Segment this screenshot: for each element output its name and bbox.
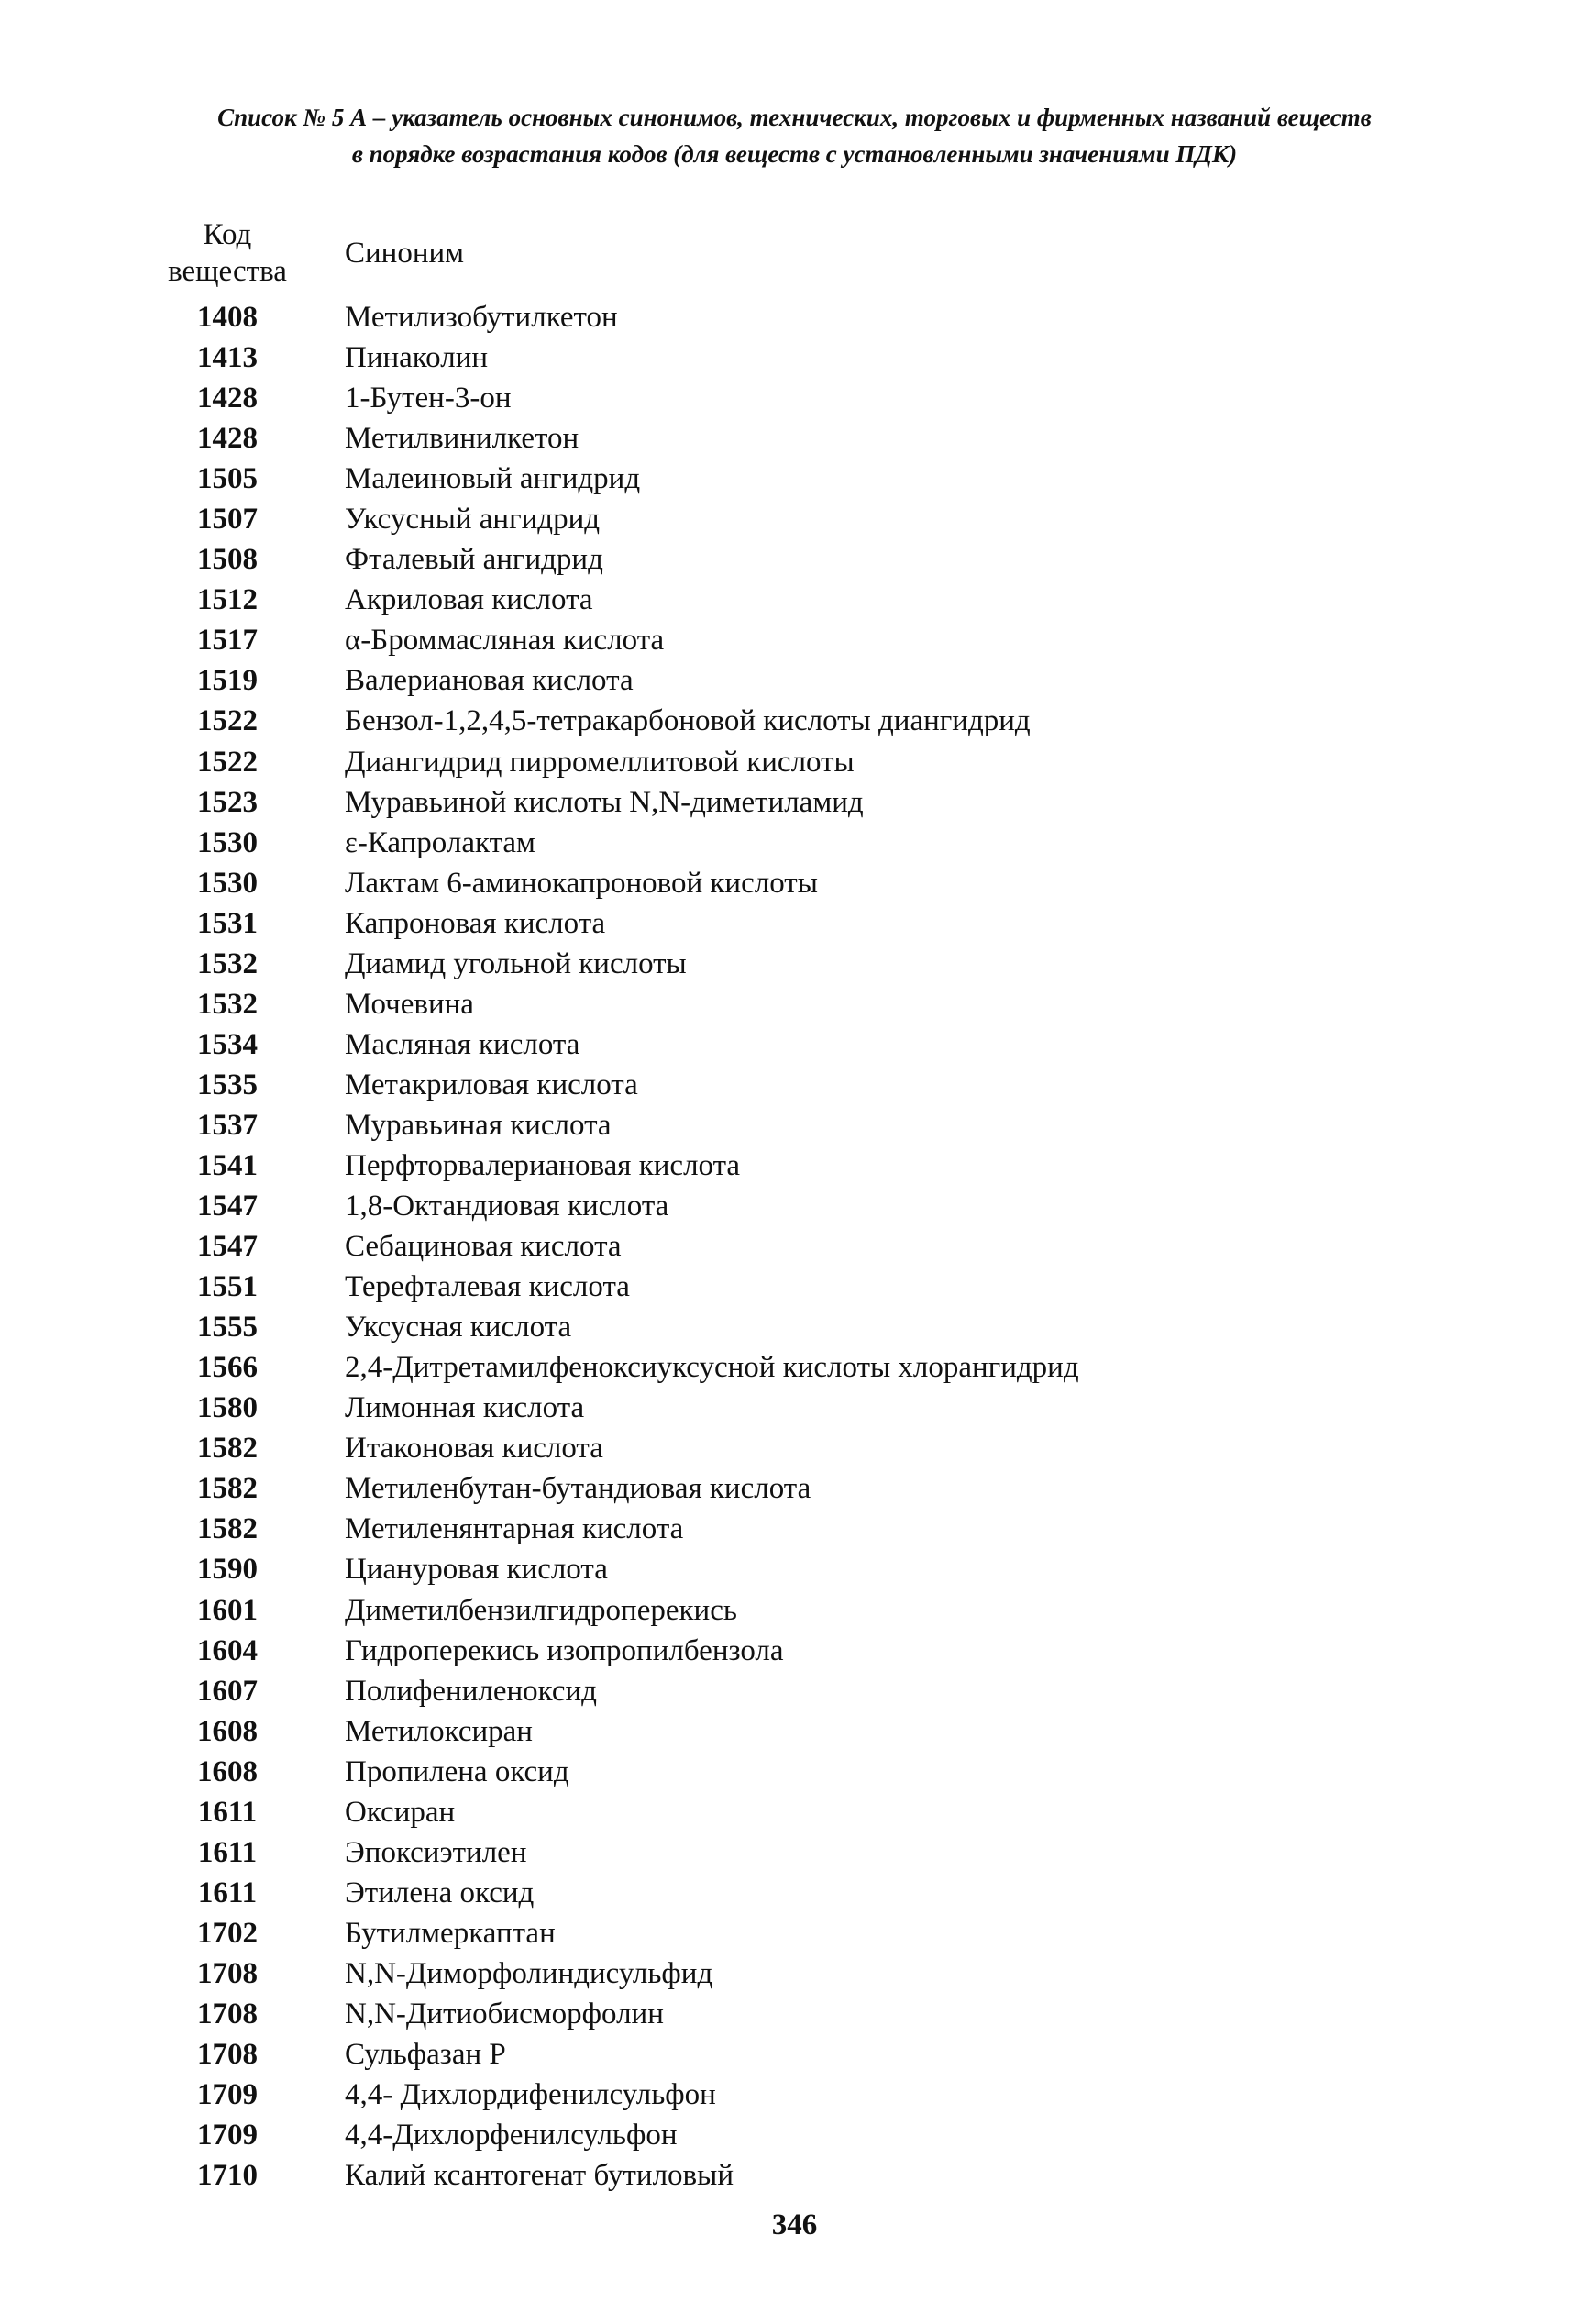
- substance-code: 1508: [197, 543, 258, 577]
- substance-code: 1531: [197, 906, 258, 940]
- substance-code: 1611: [197, 1835, 258, 1869]
- substance-code: 1551: [197, 1270, 258, 1304]
- substance-code: 1535: [197, 1068, 258, 1101]
- substance-code: 1708: [197, 1997, 258, 2031]
- substance-code: 1566: [197, 1351, 258, 1385]
- substance-code: 1530: [197, 866, 258, 900]
- substance-code: 1537: [197, 1108, 258, 1142]
- substance-code: 1519: [197, 664, 258, 698]
- substance-code: 1547: [197, 1190, 258, 1223]
- synonym-text: Пропилена оксид: [345, 1754, 569, 1788]
- substance-code: 1611: [197, 1876, 258, 1909]
- substance-code: 1505: [197, 462, 258, 496]
- synonym-text: Метилвинилкетон: [345, 422, 579, 456]
- synonym-text: Акриловая кислота: [345, 583, 593, 617]
- synonym-text: Метиленбутан-бутандиовая кислота: [345, 1472, 811, 1506]
- substance-code: 1709: [197, 2119, 258, 2152]
- synonym-text: Валериановая кислота: [345, 664, 634, 698]
- synonym-text: Калий ксантогенат бутиловый: [345, 2159, 734, 2193]
- substance-code: 1522: [197, 745, 258, 779]
- header-line-2: в порядке возрастания кодов (для веществ с установленными значениями ПДК): [351, 140, 1238, 168]
- substance-code: 1507: [197, 503, 258, 537]
- synonym-text: Терефталевая кислота: [345, 1270, 630, 1304]
- substance-code: 1708: [197, 2038, 258, 2072]
- synonym-text: N,N-Дитиобисморфолин: [345, 1997, 664, 2031]
- synonym-text: Оксиран: [345, 1795, 456, 1829]
- synonym-text: Бутилмеркаптан: [345, 1916, 556, 1950]
- substance-code: 1541: [197, 1148, 258, 1182]
- synonym-text: Себациновая кислота: [345, 1230, 622, 1264]
- synonym-text: Уксусный ангидрид: [345, 503, 601, 537]
- synonym-text: 1-Бутен-3-он: [345, 382, 512, 415]
- synonym-text: Сульфазан Р: [345, 2038, 506, 2072]
- synonym-text: Уксусная кислота: [345, 1311, 572, 1345]
- synonym-text: Диамид угольной кислоты: [345, 946, 687, 980]
- substance-code: 1428: [197, 422, 258, 456]
- synonym-text: Метилизобутилкетон: [345, 301, 618, 334]
- synonym-text: Перфторвалериановая кислота: [345, 1148, 741, 1182]
- header-line-1: Список № 5 А – указатель основных синонимов, технических, торговых и фирменных названий веществ: [217, 104, 1372, 131]
- synonym-text: 2,4-Дитретамилфеноксиуксусной кислоты хлорангидрид: [345, 1351, 1079, 1385]
- substance-code: 1428: [197, 382, 258, 415]
- synonym-text: Мочевина: [345, 987, 474, 1021]
- substance-code: 1590: [197, 1553, 258, 1587]
- substance-code: 1532: [197, 946, 258, 980]
- synonym-text: Диметилбензилгидроперекись: [345, 1593, 737, 1627]
- substance-code: 1408: [197, 301, 258, 334]
- synonym-text: Этилена оксид: [345, 1876, 535, 1909]
- synonym-text: Диангидрид пирромеллитовой кислоты: [345, 745, 855, 779]
- substance-code: 1582: [197, 1472, 258, 1506]
- synonym-text: 1,8-Октандиовая кислота: [345, 1190, 669, 1223]
- synonym-text: Фталевый ангидрид: [345, 543, 603, 577]
- substance-code: 1582: [197, 1512, 258, 1546]
- column-header-code: [156, 216, 299, 290]
- substance-code: 1547: [197, 1230, 258, 1264]
- page-number: 346: [771, 2208, 818, 2241]
- synonym-text: Полифениленоксид: [345, 1674, 597, 1708]
- synonym-text: α-Броммасляная кислота: [345, 624, 665, 658]
- synonym-text: 4,4- Дихлордифенилсульфон: [345, 2078, 716, 2112]
- substance-code: 1522: [197, 704, 258, 738]
- substance-code: 1532: [197, 987, 258, 1021]
- substance-code: 1708: [197, 1956, 258, 1990]
- page-header: [0, 99, 1589, 172]
- synonym-text: Метилоксиран: [345, 1714, 533, 1748]
- column-header-code-line1: Код: [203, 218, 252, 251]
- substance-code: 1530: [197, 825, 258, 859]
- synonym-text: Муравьиная кислота: [345, 1108, 612, 1142]
- synonym-text: Гидроперекись изопропилбензола: [345, 1633, 784, 1667]
- substance-code: 1523: [197, 785, 258, 819]
- synonym-text: Эпоксиэтилен: [345, 1835, 527, 1869]
- substance-code: 1580: [197, 1391, 258, 1425]
- synonym-text: Лактам 6-аминокапроновой кислоты: [345, 866, 818, 900]
- synonym-text: Циануровая кислота: [345, 1553, 608, 1587]
- substance-code: 1413: [197, 341, 258, 375]
- substance-code: 1555: [197, 1311, 258, 1345]
- substance-code: 1710: [197, 2159, 258, 2193]
- substance-code: 1709: [197, 2078, 258, 2112]
- synonym-text: Пинаколин: [345, 341, 489, 375]
- substance-code: 1611: [197, 1795, 258, 1829]
- synonym-text: Капроновая кислота: [345, 906, 606, 940]
- synonym-text: N,N-Диморфолиндисульфид: [345, 1956, 713, 1990]
- substance-code: 1608: [197, 1714, 258, 1748]
- substance-code: 1534: [197, 1027, 258, 1061]
- synonym-text: Лимонная кислота: [345, 1391, 585, 1425]
- synonym-text: Метиленянтарная кислота: [345, 1512, 684, 1546]
- synonym-text: 4,4-Дихлорфенилсульфон: [345, 2119, 678, 2152]
- substance-code: 1601: [197, 1593, 258, 1627]
- synonym-text: Малеиновый ангидрид: [345, 462, 641, 496]
- column-header-synonym: Синоним: [345, 237, 465, 270]
- column-header-code-line2: вещества: [168, 255, 287, 288]
- substance-code: 1582: [197, 1432, 258, 1466]
- synonym-text: Бензол-1,2,4,5-тетракарбоновой кислоты диангидрид: [345, 704, 1031, 738]
- synonym-text: Муравьиной кислоты N,N-диметиламид: [345, 785, 864, 819]
- substance-code: 1702: [197, 1916, 258, 1950]
- synonym-text: Итаконовая кислота: [345, 1432, 603, 1466]
- synonym-text: Масляная кислота: [345, 1027, 580, 1061]
- substance-code: 1512: [197, 583, 258, 617]
- substance-code: 1517: [197, 624, 258, 658]
- substance-code: 1604: [197, 1633, 258, 1667]
- substance-code: 1608: [197, 1754, 258, 1788]
- substance-code: 1607: [197, 1674, 258, 1708]
- synonym-text: ε-Капролактам: [345, 825, 535, 859]
- synonym-text: Метакриловая кислота: [345, 1068, 638, 1101]
